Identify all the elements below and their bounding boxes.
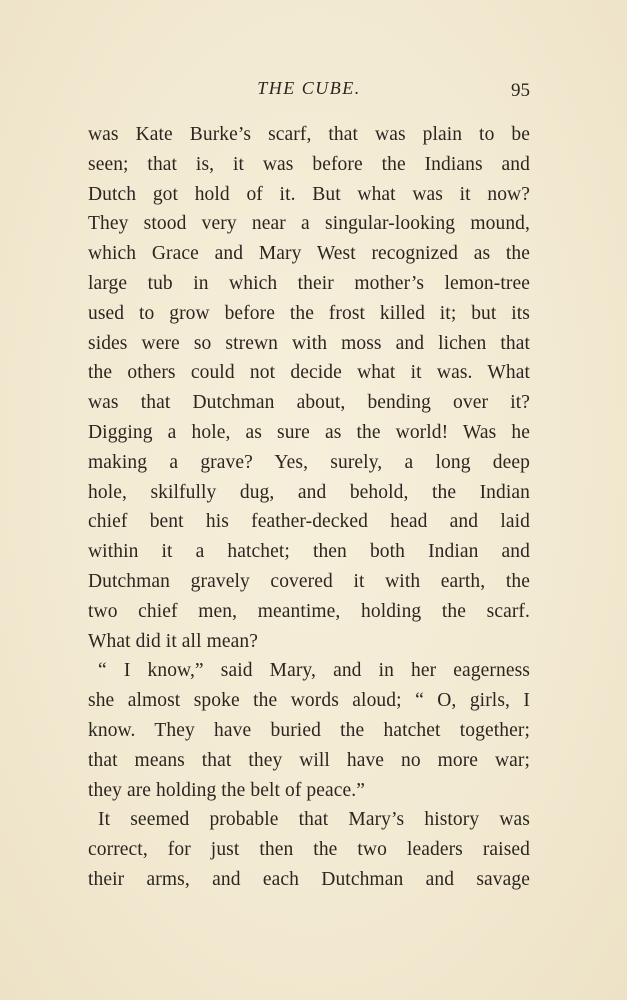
text-line: seen; that is, it was before the Indians and [88,153,530,175]
page-number: 95 [511,80,530,101]
text-line: Dutchman gravely covered it with earth, the [88,570,530,592]
text-line: which Grace and Mary West recognized as the [88,243,530,265]
text-line: Digging a hole, as sure as the world! Was he [88,421,530,443]
text-line: It seemed probable that Mary’s history was [98,809,530,831]
body-text [88,120,530,895]
text-line: correct, for just then the two leaders raised [88,839,530,861]
text-line: within it a hatchet; then both Indian and [88,541,530,563]
text-line: she almost spoke the words aloud; “ O, girls, I [88,690,530,712]
text-line: the others could not decide what it was. What [88,362,530,384]
text-line: used to grow before the frost killed it; but its [88,302,530,324]
text-line: making a grave? Yes, surely, a long deep [88,451,530,473]
text-line: Dutch got hold of it. But what was it now? [88,183,530,205]
text-line: What did it all mean? [88,630,258,652]
text-line: chief bent his feather-decked head and laid [88,511,530,533]
text-line: sides were so strewn with moss and lichen that [88,332,530,354]
text-line: large tub in which their mother’s lemon-tree [88,272,530,294]
text-line: They stood very near a singular-looking mound, [88,213,530,235]
text-line: their arms, and each Dutchman and savage [88,868,530,890]
text-line: that means that they will have no more war; [88,749,530,771]
text-line: two chief men, meantime, holding the scarf. [88,600,530,622]
text-line: was Kate Burke’s scarf, that was plain to be [88,124,530,145]
text-line: they are holding the belt of peace.” [88,779,366,801]
running-header [88,76,530,104]
text-line: hole, skilfully dug, and behold, the Indian [88,481,530,503]
text-line: know. They have buried the hatchet together; [88,719,530,741]
text-line: “ I know,” said Mary, and in her eagerness [98,660,530,682]
running-title: THE CUBE. [257,78,361,98]
text-line: was that Dutchman about, bending over it? [88,392,530,414]
